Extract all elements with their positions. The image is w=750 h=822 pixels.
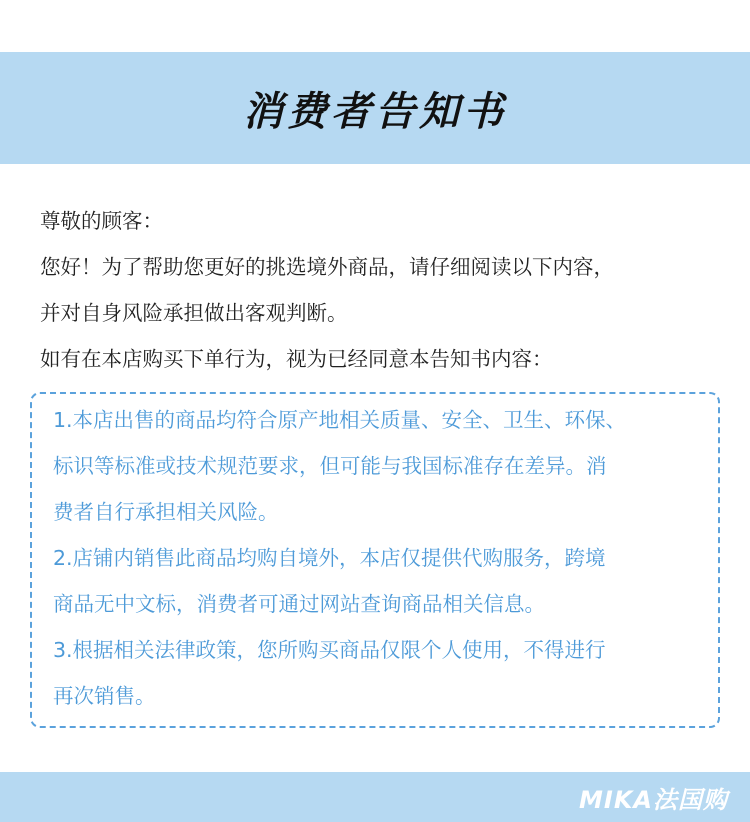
clause-line: 商品无中文标，消费者可通过网站查询商品相关信息。 bbox=[53, 592, 545, 616]
intro-line: 如有在本店购买下单行为，视为已经同意本告知书内容： bbox=[40, 347, 553, 371]
greeting-line: 尊敬的顾客： bbox=[40, 209, 163, 233]
clause-line: 3.根据相关法律政策，您所购买商品仅限个人使用，不得进行 bbox=[53, 638, 606, 662]
clause-line: 1.本店出售的商品均符合原产地相关质量、安全、卫生、环保、 bbox=[53, 408, 627, 432]
clause-line: 费者自行承担相关风险。 bbox=[53, 500, 279, 524]
clause-line: 2.店铺内销售此商品均购自境外，本店仅提供代购服务，跨境 bbox=[53, 546, 606, 570]
notice-clauses bbox=[53, 397, 713, 719]
intro-text bbox=[40, 198, 720, 382]
clause-line: 标识等标准或技术规范要求，但可能与我国标准存在差异。消 bbox=[53, 454, 607, 478]
page-title: 消费者告知书 bbox=[243, 88, 507, 135]
brand-logo: MIKA法国购 bbox=[579, 785, 728, 814]
clause-line: 再次销售。 bbox=[53, 684, 156, 708]
intro-line: 并对自身风险承担做出客观判断。 bbox=[40, 301, 348, 325]
intro-line: 您好！为了帮助您更好的挑选境外商品，请仔细阅读以下内容， bbox=[40, 255, 614, 279]
